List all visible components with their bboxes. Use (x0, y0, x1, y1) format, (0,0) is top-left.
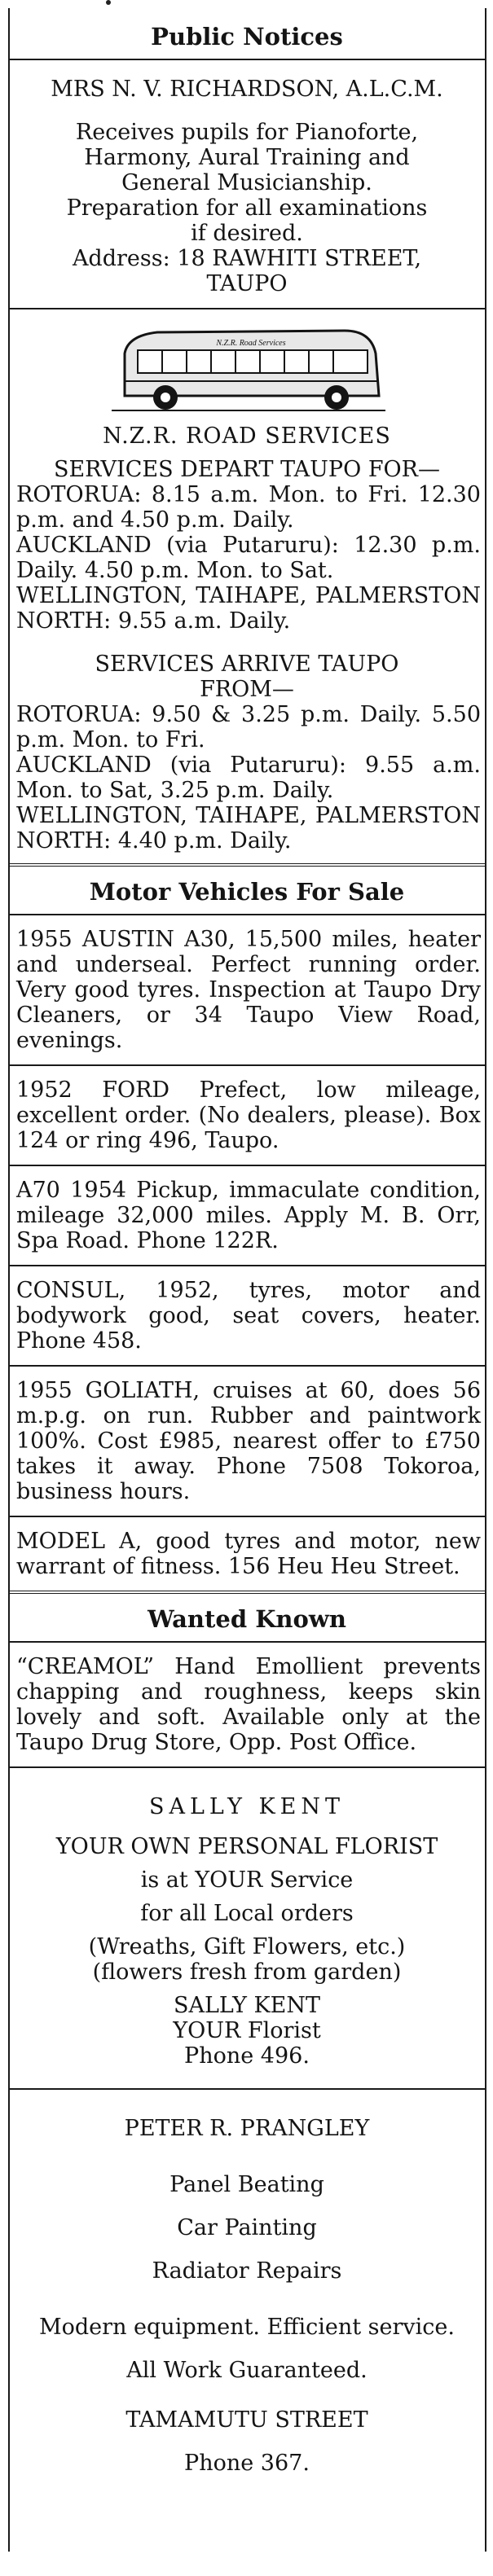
nzr-title: N.Z.R. ROAD SERVICES (103, 423, 391, 449)
arrive-entry: ROTORUA: 9.50 & 3.25 p.m. Daily. 5.50 p.m. Mon. to Fri. (16, 702, 481, 753)
motor-ad-text: 1955 AUSTIN A30, 15,500 miles, heater and underseal. Perfect running order. Very good tyres. Inspection at Taupo Dry Cleaners, or 34 Taupo View Road, evenings. (16, 927, 481, 1053)
notice-nzr-road-services (8, 321, 486, 854)
richardson-line: if desired. (191, 221, 303, 246)
motor-ad (8, 1367, 486, 1517)
section-heading-motor: Motor Vehicles For Sale (8, 867, 486, 915)
motor-ad (8, 1517, 486, 1591)
prangley-line: All Work Guaranteed. (126, 2358, 368, 2383)
motor-ad-text: 1952 FORD Prefect, low mileage, excellent order. (No dealers, please). Box 124 or ring 496, Taupo. (16, 1077, 481, 1153)
depart-entry: WELLINGTON, TAIHAPE, PALMERSTON NORTH: 9.55 a.m. Daily. (16, 583, 481, 634)
notice-richardson (8, 60, 486, 309)
richardson-line: Harmony, Aural Training and (84, 145, 410, 170)
creamol-text: “CREAMOL” Hand Emollient prevents chapping and roughness, keeps skin lovely and soft. Available only at the Taupo Drug Store, Opp. Post Office. (16, 1654, 481, 1755)
arrive-entry: WELLINGTON, TAIHAPE, PALMERSTON NORTH: 4.40 p.m. Daily. (16, 803, 481, 854)
prangley-line: Modern equipment. Efficient service. (39, 2315, 455, 2340)
depart-entry: ROTORUA: 8.15 a.m. Mon. to Fri. 12.30 p.m. and 4.50 p.m. Daily. (16, 482, 481, 533)
arrive-heading: FROM— (200, 677, 294, 702)
motor-ad (8, 915, 486, 1066)
notice-sally-kent (8, 1768, 486, 2090)
prangley-service: Panel Beating (169, 2172, 324, 2197)
florist-phone: Phone 496. (184, 2043, 310, 2069)
arrive-entry: AUCKLAND (via Putaruru): 9.55 a.m. Mon. to Sat, 3.25 p.m. Daily. (16, 753, 481, 803)
notice-creamol (8, 1643, 486, 1768)
florist-sign: SALLY KENT (173, 1993, 321, 2018)
page-dot (106, 0, 111, 5)
prangley-service: Car Painting (177, 2215, 317, 2240)
arrive-heading: SERVICES ARRIVE TAUPO (95, 652, 399, 677)
richardson-line: Preparation for all examinations (66, 195, 428, 221)
prangley-street: TAMAMUTU STREET (125, 2407, 368, 2433)
newspaper-column (8, 8, 486, 2494)
notice-prangley (8, 2090, 486, 2476)
florist-line: for all Local orders (140, 1901, 354, 1926)
motor-ad-text: 1955 GOLIATH, cruises at 60, does 56 m.p.g. on run. Rubber and paintwork 100%. Cost £985, nearest offer to £750 takes it away. Phone 7508 Tokoroa, business hours. (16, 1378, 481, 1504)
prangley-name: PETER R. PRANGLEY (124, 2116, 370, 2141)
florist-line: is at YOUR Service (140, 1867, 354, 1893)
motor-ad-text: MODEL A, good tyres and motor, new warrant of fitness. 156 Heu Heu Street. (16, 1529, 481, 1579)
bus-sign-text: N.Z.R. Road Services (216, 339, 286, 348)
florist-name: SALLY KENT (148, 1794, 346, 1819)
richardson-address: TAUPO (206, 271, 288, 296)
florist-tagline: YOUR OWN PERSONAL FLORIST (55, 1834, 438, 1859)
bus-illustration (100, 321, 394, 419)
motor-ad (8, 1266, 486, 1367)
depart-entry: AUCKLAND (via Putaruru): 12.30 p.m. Daily. 4.50 p.m. Mon. to Sat. (16, 533, 481, 583)
section-heading-wanted: Wanted Known (8, 1594, 486, 1643)
depart-heading: SERVICES DEPART TAUPO FOR— (53, 457, 441, 482)
section-heading-public-notices: Public Notices (8, 8, 486, 60)
motor-ad-text: CONSUL, 1952, tyres, motor and bodywork good, seat covers, heater. Phone 458. (16, 1278, 481, 1354)
richardson-address: Address: 18 RAWHITI STREET, (72, 246, 422, 271)
prangley-phone: Phone 367. (184, 2451, 310, 2476)
florist-line: (Wreaths, Gift Flowers, etc.) (88, 1934, 406, 1959)
motor-ad (8, 1066, 486, 1166)
florist-line: (flowers fresh from garden) (92, 1959, 402, 1985)
richardson-line: Receives pupils for Pianoforte, (75, 120, 419, 145)
motor-ad-text: A70 1954 Pickup, immaculate condition, mileage 32,000 miles. Apply M. B. Orr, Spa Road. Phone 122R. (16, 1178, 481, 1253)
richardson-name: MRS N. V. RICHARDSON, A.L.C.M. (51, 77, 443, 102)
florist-sign: YOUR Florist (173, 2018, 321, 2043)
prangley-service: Radiator Repairs (152, 2258, 342, 2284)
motor-ad (8, 1166, 486, 1266)
richardson-line: General Musicianship. (121, 170, 372, 195)
